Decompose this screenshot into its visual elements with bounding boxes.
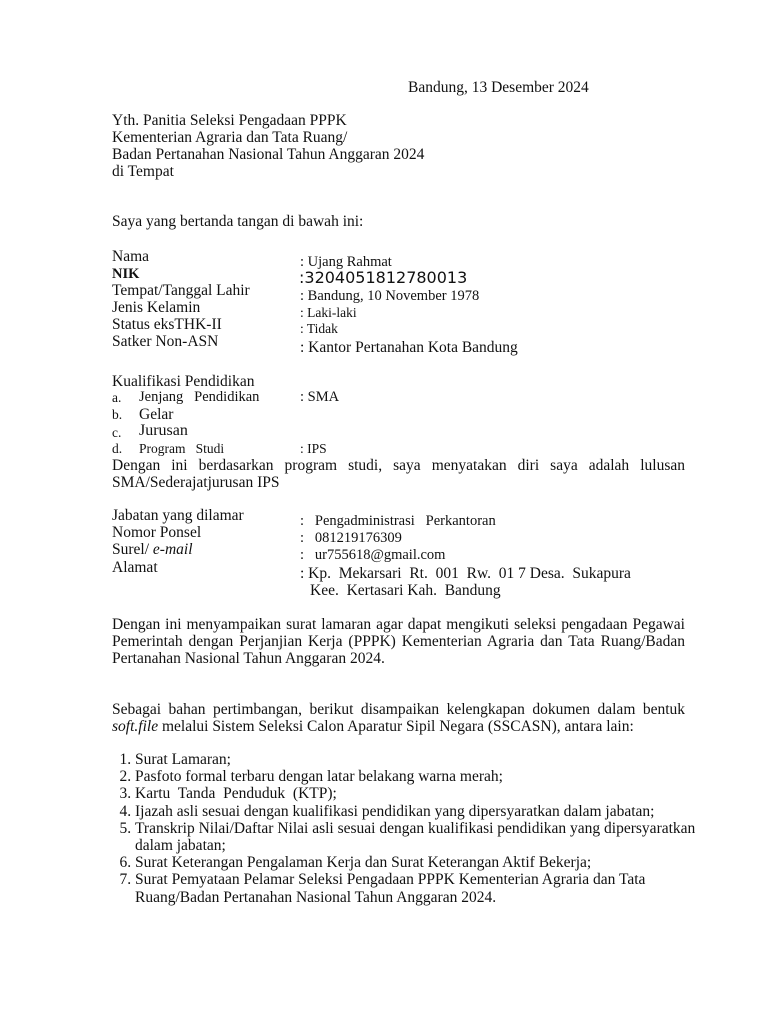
- identity-value: :3204051812780013: [299, 268, 468, 287]
- identity-value: : Laki-laki: [300, 305, 357, 320]
- education-label: Jenjang Pendidikan: [139, 389, 260, 405]
- graduation-statement: Dengan ini berdasarkan program studi, saya menyatakan diri saya adalah lulusan SMA/Sederajatjurusan IPS: [112, 457, 685, 491]
- consideration-text: Sebagai bahan pertimbangan, berikut disampaikan kelengkapan dokumen dalam bentuk: [112, 701, 685, 718]
- consideration-emphasis: soft.file: [112, 718, 159, 735]
- address-line: Kee. Kertasari Kah. Bandung: [310, 582, 501, 599]
- application-label: [112, 542, 193, 558]
- email-label-emphasis: e-mail: [152, 541, 193, 558]
- identity-value: : Kantor Pertanahan Kota Bandung: [300, 339, 518, 356]
- identity-value: : Bandung, 10 November 1978: [300, 288, 480, 304]
- education-marker: b.: [112, 407, 123, 422]
- application-value: : Pengadministrasi Perkantoran: [300, 513, 496, 529]
- education-value: : IPS: [300, 441, 327, 456]
- identity-label: Nama: [112, 248, 150, 265]
- list-item: 1. Surat Lamaran;: [135, 751, 701, 768]
- identity-value: : Ujang Rahmat: [300, 254, 392, 270]
- opening-sentence: Saya yang bertanda tangan di bawah ini:: [112, 213, 364, 230]
- email-label-text: Surel/: [112, 541, 153, 558]
- education-marker: c.: [112, 425, 122, 440]
- education-label: Jurusan: [139, 422, 188, 439]
- place-date: Bandung, 13 Desember 2024: [408, 79, 589, 96]
- list-item: 3. Kartu Tanda Penduduk (KTP);: [135, 785, 701, 802]
- address-line: : Kp. Mekarsari Rt. 001 Rw. 01 7 Desa. Sukapura: [300, 565, 631, 582]
- list-item: 4. Ijazah asli sesuai dengan kualifikasi pendidikan yang dipersyaratkan dalam jabatan;: [135, 803, 701, 820]
- education-marker: d.: [112, 441, 123, 456]
- identity-label: NIK: [112, 266, 140, 282]
- application-label: Jabatan yang dilamar: [112, 507, 244, 524]
- list-item: 5. Transkrip Nilai/Daftar Nilai asli sesuai dengan kualifikasi pendidikan yang dipersyaratkan dalam jabatan;: [135, 820, 701, 854]
- recipient-line: di Tempat: [112, 163, 174, 180]
- recipient-line: Yth. Panitia Seleksi Pengadaan PPPK: [112, 112, 347, 129]
- document-list: [112, 751, 701, 906]
- consideration-paragraph: [112, 701, 685, 735]
- identity-value: : Tidak: [300, 321, 338, 336]
- application-value: : 081219176309: [300, 530, 402, 546]
- education-heading: Kualifikasi Pendidikan: [112, 373, 255, 390]
- recipient-line: Badan Pertanahan Nasional Tahun Anggaran 2024: [112, 146, 425, 163]
- identity-label: Tempat/Tanggal Lahir: [112, 282, 250, 299]
- education-marker: a.: [112, 390, 122, 405]
- list-item: 2. Pasfoto formal terbaru dengan latar belakang warna merah;: [135, 768, 701, 785]
- list-item: 6. Surat Keterangan Pengalaman Kerja dan Surat Keterangan Aktif Bekerja;: [135, 854, 701, 871]
- application-value: : ur755618@gmail.com: [300, 547, 446, 563]
- education-value: : SMA: [300, 389, 340, 405]
- identity-label: Satker Non-ASN: [112, 333, 219, 350]
- education-label: Gelar: [139, 406, 174, 423]
- application-label: Alamat: [112, 559, 158, 576]
- recipient-line: Kementerian Agraria dan Tata Ruang/: [112, 129, 348, 146]
- identity-label: Status eksTHK-II: [112, 316, 222, 333]
- list-item: 7. Surat Pemyataan Pelamar Seleksi Pengadaan PPPK Kementerian Agraria dan Tata Ruang/Badan Pertanahan Nasional Tahun Anggaran 2024.: [135, 871, 701, 905]
- application-label: Nomor Ponsel: [112, 524, 202, 541]
- purpose-paragraph: Dengan ini menyampaikan surat lamaran agar dapat mengikuti seleksi pengadaan Pegawai Pemerintah dengan Perjanjian Kerja (PPPK) Kementerian Agraria dan Tata Ruang/Badan Pertanahan Nasional Tahun Anggaran 2024.: [112, 616, 685, 667]
- consideration-text: melalui Sistem Seleksi Calon Aparatur Sipil Negara (SSCASN), antara lain:: [158, 718, 634, 735]
- identity-label: Jenis Kelamin: [112, 299, 201, 316]
- education-label: Program Studi: [139, 441, 225, 456]
